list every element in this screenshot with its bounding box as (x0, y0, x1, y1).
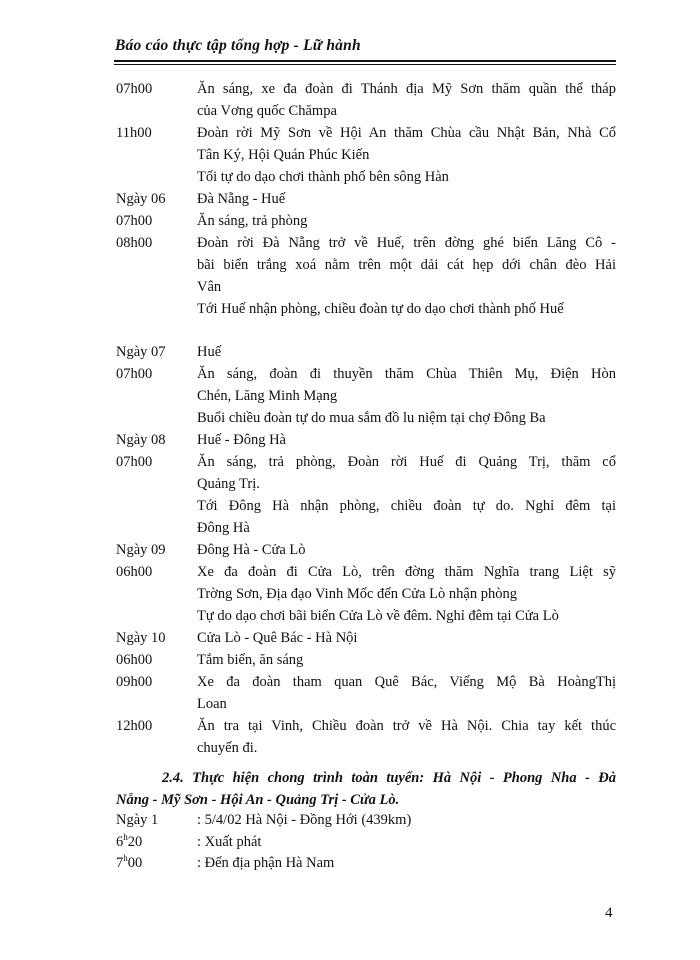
schedule-description (197, 232, 616, 320)
schedule-line: Ăn sáng, đoàn đi thuyền thăm Chùa Thiên Mụ, Điện Hòn (197, 366, 616, 382)
schedule-description (197, 539, 616, 561)
schedule-description (197, 451, 616, 539)
schedule-row (116, 122, 616, 188)
trip-row (116, 832, 616, 854)
itinerary-schedule (116, 78, 616, 759)
schedule-line: Ăn sáng, xe đa đoàn đi Thánh địa Mỹ Sơn thăm quần thể tháp (197, 81, 616, 97)
spacer (116, 320, 616, 341)
schedule-time: 12h00 (116, 718, 153, 734)
schedule-line: Tới Huế nhận phòng, chiều đoàn tự do dạo chơi thành phố Huế (197, 301, 564, 317)
schedule-line: Vân (197, 279, 222, 295)
schedule-time: 09h00 (116, 674, 153, 690)
trip-time (116, 853, 198, 875)
schedule-line: Ăn sáng, trả phòng, Đoàn rời Huế đi Quảng Trị, thăm cổ (197, 454, 616, 470)
schedule-row (116, 341, 616, 363)
schedule-description (197, 78, 616, 122)
schedule-description (197, 188, 616, 210)
trip-description: : Đến địa phận Hà Nam (197, 855, 335, 871)
schedule-line: bãi biển trắng xoá nằm trên một dải cát hẹp dới chân đèo Hải (197, 257, 616, 273)
schedule-row (116, 539, 616, 561)
schedule-line: Tự do dạo chơi bãi biển Cửa Lò về đêm. Nghỉ đêm tại Cửa Lò (197, 608, 559, 624)
schedule-time: 07h00 (116, 81, 153, 97)
schedule-row (116, 451, 616, 539)
section-heading-line: Nẵng - Mỹ Sơn - Hội An - Quảng Trị - Cửa Lò. (116, 792, 400, 808)
schedule-day: Ngày 09 (116, 542, 166, 558)
schedule-description (197, 210, 616, 232)
schedule-description (197, 363, 616, 429)
schedule-line: Đông Hà - Cửa Lò (197, 542, 306, 558)
schedule-row (116, 232, 616, 320)
schedule-row (116, 188, 616, 210)
trip-row (116, 853, 616, 875)
schedule-line: Tắm biển, ăn sáng (197, 652, 304, 668)
schedule-line: Tới Đông Hà nhận phòng, chiều đoàn tự do. Nghỉ đêm tại (197, 498, 616, 514)
schedule-row (116, 561, 616, 627)
schedule-description (197, 715, 616, 759)
schedule-line: Quảng Trị. (197, 476, 260, 492)
schedule-row (116, 429, 616, 451)
schedule-day: Ngày 07 (116, 344, 166, 360)
schedule-line: Đà Nẵng - Huế (197, 191, 286, 207)
trip-time (116, 832, 198, 854)
schedule-line: Tối tự do dạo chơi thành phố bên sông Hàn (197, 169, 449, 185)
schedule-day: Ngày 08 (116, 432, 166, 448)
schedule-time: 07h00 (116, 366, 153, 382)
schedule-line: Huế - Đông Hà (197, 432, 286, 448)
schedule-row (116, 671, 616, 715)
schedule-line: Buổi chiều đoàn tự do mua sắm đồ lu niệm tại chợ Đông Ba (197, 410, 546, 426)
schedule-description (197, 671, 616, 715)
schedule-time: 06h00 (116, 564, 153, 580)
schedule-line: Trờng Sơn, Địa đạo Vinh Mốc đến Cửa Lò nhận phòng (197, 586, 517, 602)
schedule-line: Chén, Lăng Minh Mạng (197, 388, 338, 404)
schedule-description (197, 341, 616, 363)
trip-time-hour: 6 (116, 833, 124, 850)
header-rule-thin (114, 64, 616, 65)
schedule-time: 07h00 (116, 454, 153, 470)
schedule-day: Ngày 06 (116, 191, 166, 207)
schedule-description (197, 649, 616, 671)
schedule-line: Ăn tra tại Vinh, Chiều đoàn trở về Hà Nội. Chia tay kết thúc (197, 718, 616, 734)
schedule-time: 07h00 (116, 213, 153, 229)
trip-description: : Xuất phát (197, 833, 262, 850)
trip-time-unit: h (123, 831, 128, 842)
schedule-day: Ngày 10 (116, 630, 166, 646)
schedule-line: chuyến đi. (197, 740, 258, 756)
schedule-row (116, 627, 616, 649)
schedule-description (197, 122, 616, 188)
schedule-line: Loan (197, 696, 227, 712)
schedule-description (197, 627, 616, 649)
schedule-row (116, 210, 616, 232)
trip-schedule (116, 810, 616, 875)
page-number: 4 (605, 905, 613, 921)
schedule-line: Xe đa đoàn đi Cửa Lò, trên đờng thăm Nghĩa trang Liệt sỹ (197, 564, 616, 580)
schedule-row (116, 715, 616, 759)
trip-time-unit: h (123, 853, 128, 864)
section-heading-line: 2.4. Thực hiện chong trình toàn tuyến: Hà Nội - Phong Nha - Đà (162, 770, 616, 786)
schedule-time: 08h00 (116, 235, 153, 251)
page-header-title: Báo cáo thực tập tổng hợp - Lữ hành (115, 37, 361, 54)
header-rule-thick (114, 60, 616, 62)
schedule-time: 11h00 (116, 125, 152, 141)
trip-time-minute: 20 (127, 833, 143, 850)
schedule-line: Đoàn rời Đà Nẵng trở về Huế, trên đờng ghé biển Lăng Cô - (197, 235, 616, 251)
schedule-line: Cửa Lò - Quê Bác - Hà Nội (197, 630, 358, 646)
schedule-line: Huế (197, 344, 222, 360)
trip-description: : 5/4/02 Hà Nội - Đồng Hới (439km) (197, 812, 412, 828)
schedule-description (197, 429, 616, 451)
schedule-line: Ăn sáng, trả phòng (197, 213, 308, 229)
schedule-time: 06h00 (116, 652, 153, 668)
schedule-row (116, 363, 616, 429)
schedule-line: Đông Hà (197, 520, 250, 536)
schedule-row (116, 649, 616, 671)
trip-day: Ngày 1 (116, 812, 159, 828)
schedule-line: Tân Ký, Hội Quán Phúc Kiến (197, 147, 370, 163)
trip-row (116, 810, 616, 832)
trip-time-minute: 00 (127, 855, 143, 871)
schedule-line: Đoàn rời Mỹ Sơn về Hội An thăm Chùa cầu Nhật Bản, Nhà Cổ (197, 125, 616, 141)
schedule-row (116, 78, 616, 122)
trip-time-hour: 7 (116, 855, 124, 871)
schedule-line: Xe đa đoàn tham quan Quê Bác, Viếng Mộ Bà HoàngThị (197, 674, 616, 690)
schedule-line: của Vơng quốc Chămpa (197, 103, 337, 119)
schedule-description (197, 561, 616, 627)
section-heading (116, 767, 616, 811)
